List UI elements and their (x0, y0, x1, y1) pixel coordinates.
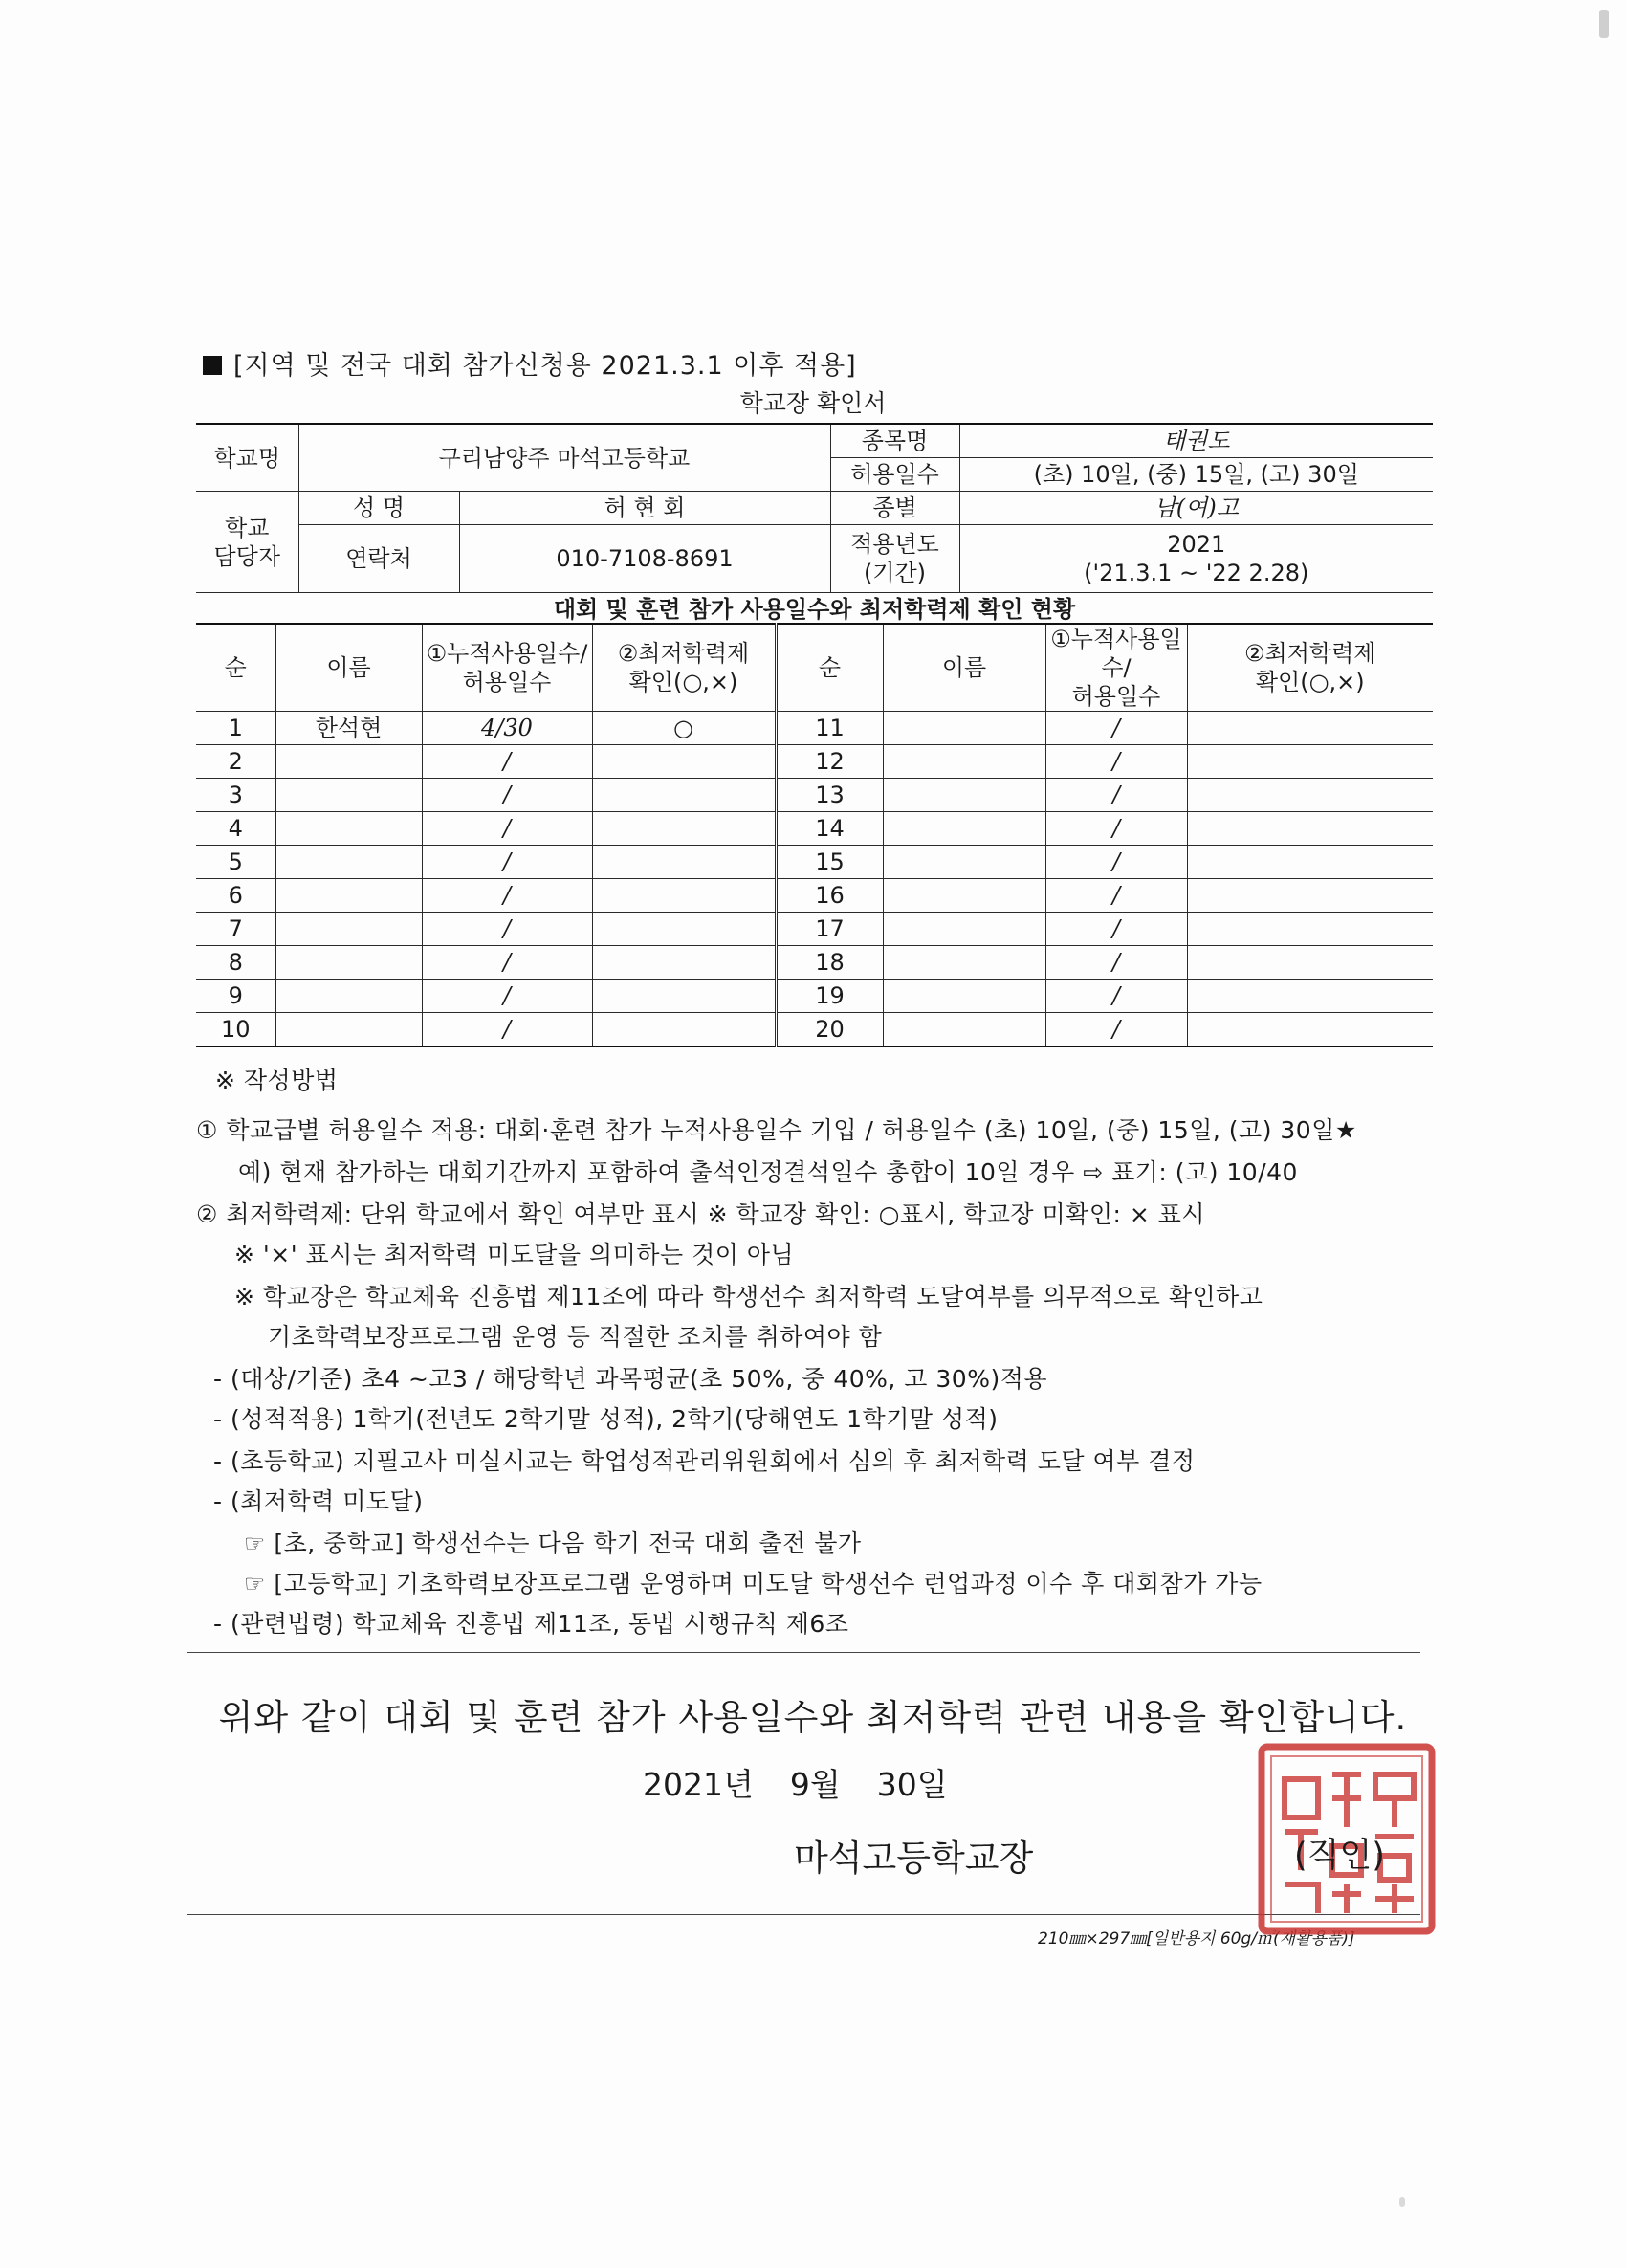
roster-table (196, 623, 1433, 1047)
year-label: 적용년도 (기간) (830, 525, 959, 593)
header-name: 이름 (883, 624, 1045, 712)
roster-check (1187, 846, 1433, 879)
roster-check (1187, 946, 1433, 980)
table-row (196, 946, 1433, 980)
note-line: ① 학교급별 허용일수 적용: 대회·훈련 참가 누적사용일수 기입 / 허용일수 (초) 10일, (중) 15일, (고) 30일★ (196, 1116, 1357, 1144)
table-row (196, 812, 1433, 846)
principal-title: 마석고등학교장 (794, 1838, 1034, 1879)
table-row (196, 913, 1433, 946)
roster-name (883, 980, 1045, 1013)
roster-no: 12 (776, 745, 883, 779)
note-line: ☞ [초, 중학교] 학생선수는 다음 학기 전국 대회 출전 불가 (244, 1530, 862, 1557)
paper-spec: 210㎜×297㎜[일반용지 60g/㎡(재활용품)] (1038, 1929, 1355, 1949)
roster-days: / (1045, 779, 1187, 812)
roster-name (275, 879, 422, 913)
table-row (196, 879, 1433, 913)
year-value: 2021 ('21.3.1 ~ '22 2.28) (959, 525, 1433, 593)
note-line: - (성적적용) 1학기(전년도 2학기말 성적), 2학기(당해연도 1학기말 성적) (213, 1405, 999, 1433)
roster-check (592, 913, 776, 946)
header-no: 순 (776, 624, 883, 712)
note-line: 기초학력보장프로그램 운영 등 적절한 조치를 취하여야 함 (268, 1323, 883, 1351)
roster-no: 13 (776, 779, 883, 812)
roster-no: 8 (196, 946, 275, 980)
staple-mark (1599, 10, 1609, 38)
roster-no: 3 (196, 779, 275, 812)
divider (187, 1652, 1420, 1653)
roster-check (1187, 913, 1433, 946)
school-value: 구리남양주 마석고등학교 (298, 424, 830, 492)
roster-no: 18 (776, 946, 883, 980)
roster-check (592, 779, 776, 812)
roster-no: 17 (776, 913, 883, 946)
header-no: 순 (196, 624, 275, 712)
contact-label: 연락처 (298, 525, 459, 593)
roster-check (1187, 779, 1433, 812)
roster-name (275, 745, 422, 779)
roster-days: / (422, 745, 592, 779)
roster-name (883, 712, 1045, 745)
roster-days: / (422, 879, 592, 913)
name-value: 허 현 회 (459, 492, 830, 525)
roster-days: / (422, 812, 592, 846)
header-check: ②최저학력제 확인(○,×) (592, 624, 776, 712)
roster-no: 7 (196, 913, 275, 946)
roster-no: 4 (196, 812, 275, 846)
roster-days: / (1045, 980, 1187, 1013)
roster-no: 1 (196, 712, 275, 745)
note-line: - (최저학력 미도달) (213, 1487, 424, 1515)
roster-name (275, 779, 422, 812)
roster-check (592, 745, 776, 779)
roster-check (592, 846, 776, 879)
roster-header-row (196, 624, 1433, 712)
note-line: ※ '×' 표시는 최저학력 미도달을 의미하는 것이 아님 (234, 1241, 795, 1268)
roster-check (1187, 980, 1433, 1013)
roster-name (883, 1013, 1045, 1047)
divider (187, 1914, 1420, 1915)
table-row (196, 1013, 1433, 1047)
note-line: - (대상/기준) 초4 ~고3 / 해당학년 과목평균(초 50%, 중 40%, 고 30%)적용 (213, 1365, 1047, 1393)
note-line: ☞ [고등학교] 기초학력보장프로그램 운영하며 미도달 학생선수 런업과정 이수 후 대회참가 가능 (244, 1570, 1263, 1597)
roster-days: / (422, 946, 592, 980)
roster-check (1187, 812, 1433, 846)
seal-label: (직인) (1294, 1837, 1385, 1875)
roster-check (592, 879, 776, 913)
roster-check: ○ (592, 712, 776, 745)
roster-days: / (1045, 745, 1187, 779)
roster-name (275, 980, 422, 1013)
roster-check (1187, 879, 1433, 913)
roster-name (883, 812, 1045, 846)
header-check: ②최저학력제 확인(○,×) (1187, 624, 1433, 712)
roster-no: 14 (776, 812, 883, 846)
roster-name (275, 1013, 422, 1047)
roster-name (275, 846, 422, 879)
roster-days: / (422, 1013, 592, 1047)
roster-check (1187, 712, 1433, 745)
roster-no: 11 (776, 712, 883, 745)
form-title: 학교장 확인서 (739, 389, 887, 417)
gender-value: 남(여)고 (959, 492, 1433, 525)
sport-value: 태권도 (959, 424, 1433, 458)
roster-name (883, 779, 1045, 812)
allowed-days-label: 허용일수 (830, 458, 959, 492)
signature-date (643, 1760, 984, 1805)
roster-name (275, 946, 422, 980)
roster-no: 9 (196, 980, 275, 1013)
roster-name (883, 846, 1045, 879)
form-bracket-title: [지역 및 전국 대회 참가신청용 2021.3.1 이후 적용] (203, 344, 857, 382)
roster-check (1187, 745, 1433, 779)
roster-no: 6 (196, 879, 275, 913)
roster-name (883, 946, 1045, 980)
square-bullet-icon (203, 356, 222, 375)
school-info-table (196, 423, 1433, 593)
header-name: 이름 (275, 624, 422, 712)
roster-days: / (422, 846, 592, 879)
paper-speck (1399, 2197, 1405, 2207)
roster-name (275, 812, 422, 846)
header-days: ①누적사용일수/ 허용일수 (422, 624, 592, 712)
roster-check (592, 812, 776, 846)
roster-name (275, 913, 422, 946)
note-heading: ※ 작성방법 (215, 1067, 339, 1094)
roster-days: / (1045, 879, 1187, 913)
roster-no: 19 (776, 980, 883, 1013)
roster-name (883, 913, 1045, 946)
roster-name (883, 879, 1045, 913)
manager-label: 학교 담당자 (196, 492, 298, 593)
table-row (196, 745, 1433, 779)
name-label: 성 명 (298, 492, 459, 525)
roster-no: 2 (196, 745, 275, 779)
roster-days: / (1045, 812, 1187, 846)
gender-label: 종별 (830, 492, 959, 525)
roster-check (592, 1013, 776, 1047)
roster-days: / (422, 980, 592, 1013)
note-line: ② 최저학력제: 단위 학교에서 확인 여부만 표시 ※ 학교장 확인: ○표시, 학교장 미확인: × 표시 (196, 1200, 1206, 1228)
school-label: 학교명 (196, 424, 298, 492)
roster-days: / (422, 779, 592, 812)
roster-check (592, 980, 776, 1013)
section-title: 대회 및 훈련 참가 사용일수와 최저학력제 확인 현황 (553, 596, 1076, 623)
roster-check (1187, 1013, 1433, 1047)
roster-no: 15 (776, 846, 883, 879)
roster-no: 16 (776, 879, 883, 913)
allowed-days-value: (초) 10일, (중) 15일, (고) 30일 (959, 458, 1433, 492)
date-year: 2021년 (643, 1766, 754, 1803)
note-line: ※ 학교장은 학교체육 진흥법 제11조에 따라 학생선수 최저학력 도달여부를 의무적으로 확인하고 (234, 1283, 1263, 1310)
contact-value: 010-7108-8691 (459, 525, 830, 593)
table-row (196, 779, 1433, 812)
roster-no: 20 (776, 1013, 883, 1047)
table-row (196, 712, 1433, 745)
header-days: ①누적사용일수/ 허용일수 (1045, 624, 1187, 712)
roster-days: / (1045, 846, 1187, 879)
roster-days: / (1045, 913, 1187, 946)
roster-days: 4/30 (422, 712, 592, 745)
roster-days: / (422, 913, 592, 946)
roster-name (883, 745, 1045, 779)
date-day: 30일 (876, 1766, 948, 1803)
table-row (196, 980, 1433, 1013)
table-row (196, 846, 1433, 879)
note-line: 예) 현재 참가하는 대회기간까지 포함하여 출석인정결석일수 총합이 10일 경우 ⇨ 표기: (고) 10/40 (238, 1158, 1298, 1186)
roster-no: 10 (196, 1013, 275, 1047)
roster-no: 5 (196, 846, 275, 879)
date-month: 9월 (789, 1766, 841, 1803)
note-line: - (초등학교) 지필고사 미실시교는 학업성적관리위원회에서 심의 후 최저학력 도달 여부 결정 (213, 1447, 1196, 1475)
roster-days: / (1045, 946, 1187, 980)
note-line: - (관련법령) 학교체육 진흥법 제11조, 동법 시행규칙 제6조 (213, 1610, 849, 1638)
roster-name: 한석현 (275, 712, 422, 745)
sport-label: 종목명 (830, 424, 959, 458)
roster-check (592, 946, 776, 980)
roster-days: / (1045, 712, 1187, 745)
confirmation-statement: 위와 같이 대회 및 훈련 참가 사용일수와 최저학력 관련 내용을 확인합니다. (218, 1697, 1408, 1738)
roster-days: / (1045, 1013, 1187, 1047)
